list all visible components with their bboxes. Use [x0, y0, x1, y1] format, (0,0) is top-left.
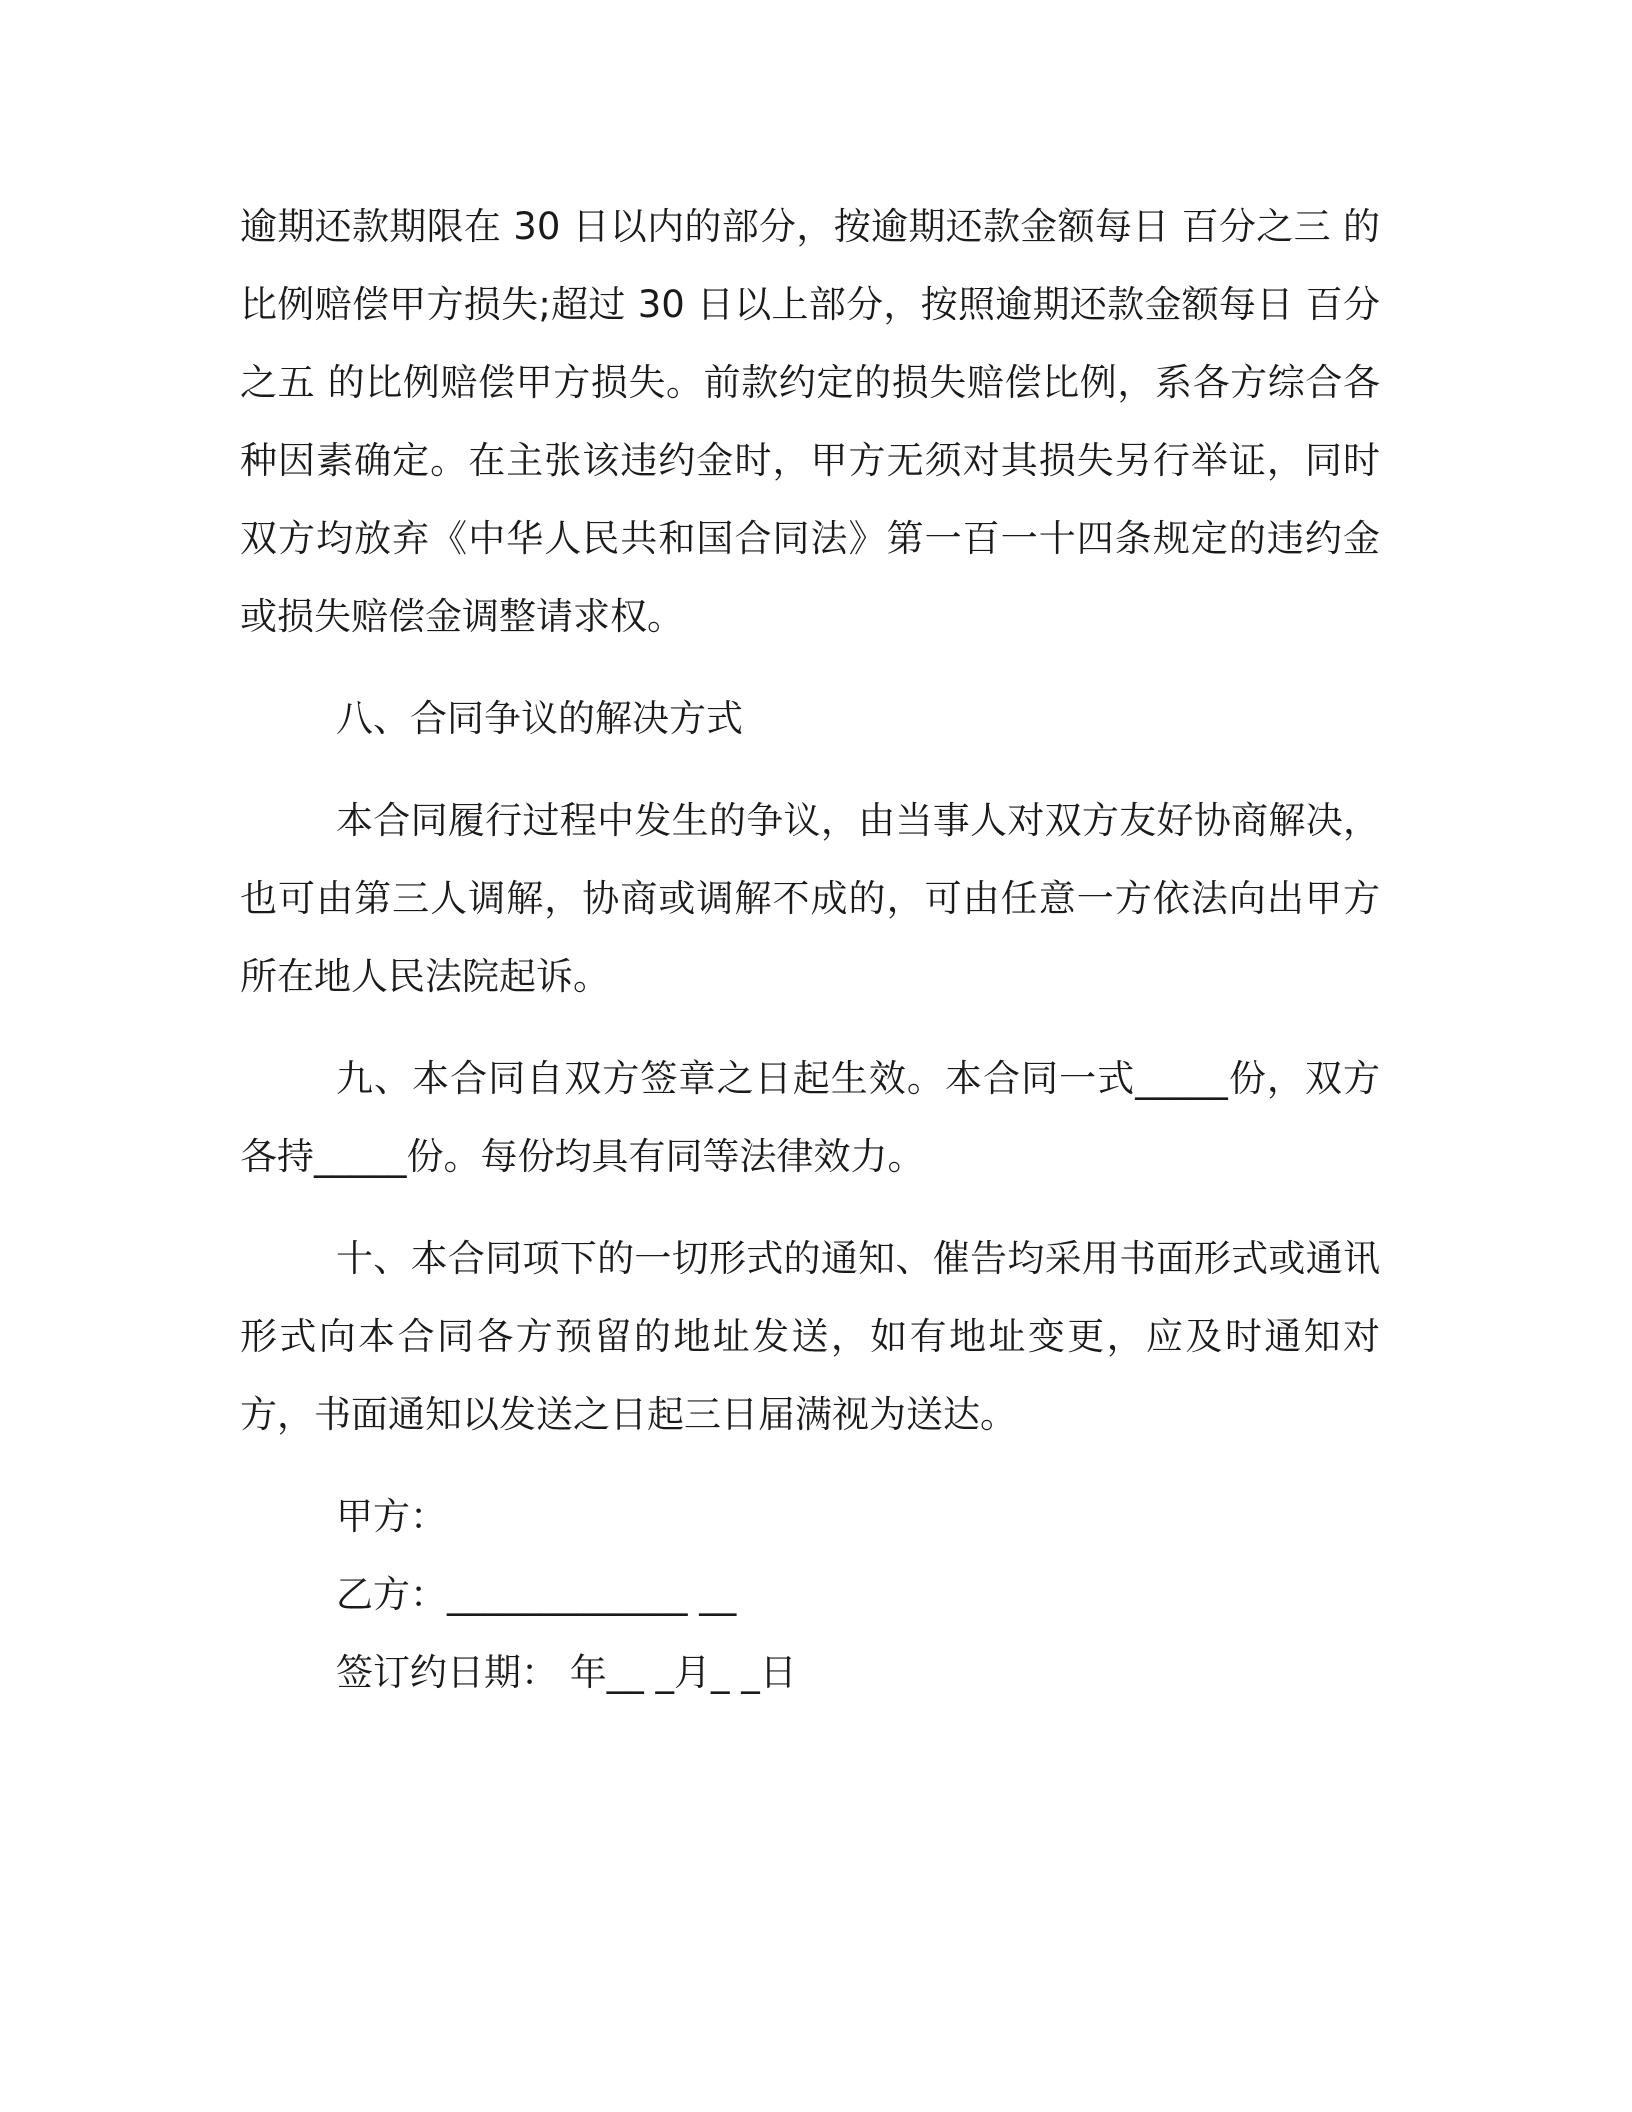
clause-8-body: 本合同履行过程中发生的争议，由当事人对双方友好协商解决，也可由第三人调解，协商或调解不成的，可由任意一方依法向出甲方所在地人民法院起诉。	[240, 799, 1380, 998]
party-a-signature-line: 甲方：	[336, 1495, 447, 1538]
signing-date-line: 签订约日期： 年__ _月_ _日	[336, 1651, 797, 1694]
clause-7-continued: 逾期还款期限在 30 日以内的部分，按逾期还款金额每日 百分之三 的比例赔偿甲方损失;超过 30 日以上部分，按照逾期还款金额每日 百分之五 的比例赔偿甲方损失。前款约定的损失赔偿比例，系各方综合各种因素确定。在主张该违约金时，甲方无须对其损失另行举证，同时双方均放弃《中华人民共和国合同法》第一百一十四条规定的违约金或损失赔偿金调整请求权。	[240, 205, 1380, 638]
clause-9: 九、本合同自双方签章之日起生效。本合同一式_____份，双方各持_____份。每份均具有同等法律效力。	[240, 1057, 1380, 1178]
party-b-signature-line: 乙方：_____________ __	[336, 1573, 737, 1616]
document-body	[240, 188, 1380, 1712]
clause-10: 十、本合同项下的一切形式的通知、催告均采用书面形式或通讯形式向本合同各方预留的地址发送，如有地址变更，应及时通知对方，书面通知以发送之日起三日届满视为送达。	[240, 1237, 1380, 1436]
clause-8-heading: 八、合同争议的解决方式	[336, 697, 743, 740]
